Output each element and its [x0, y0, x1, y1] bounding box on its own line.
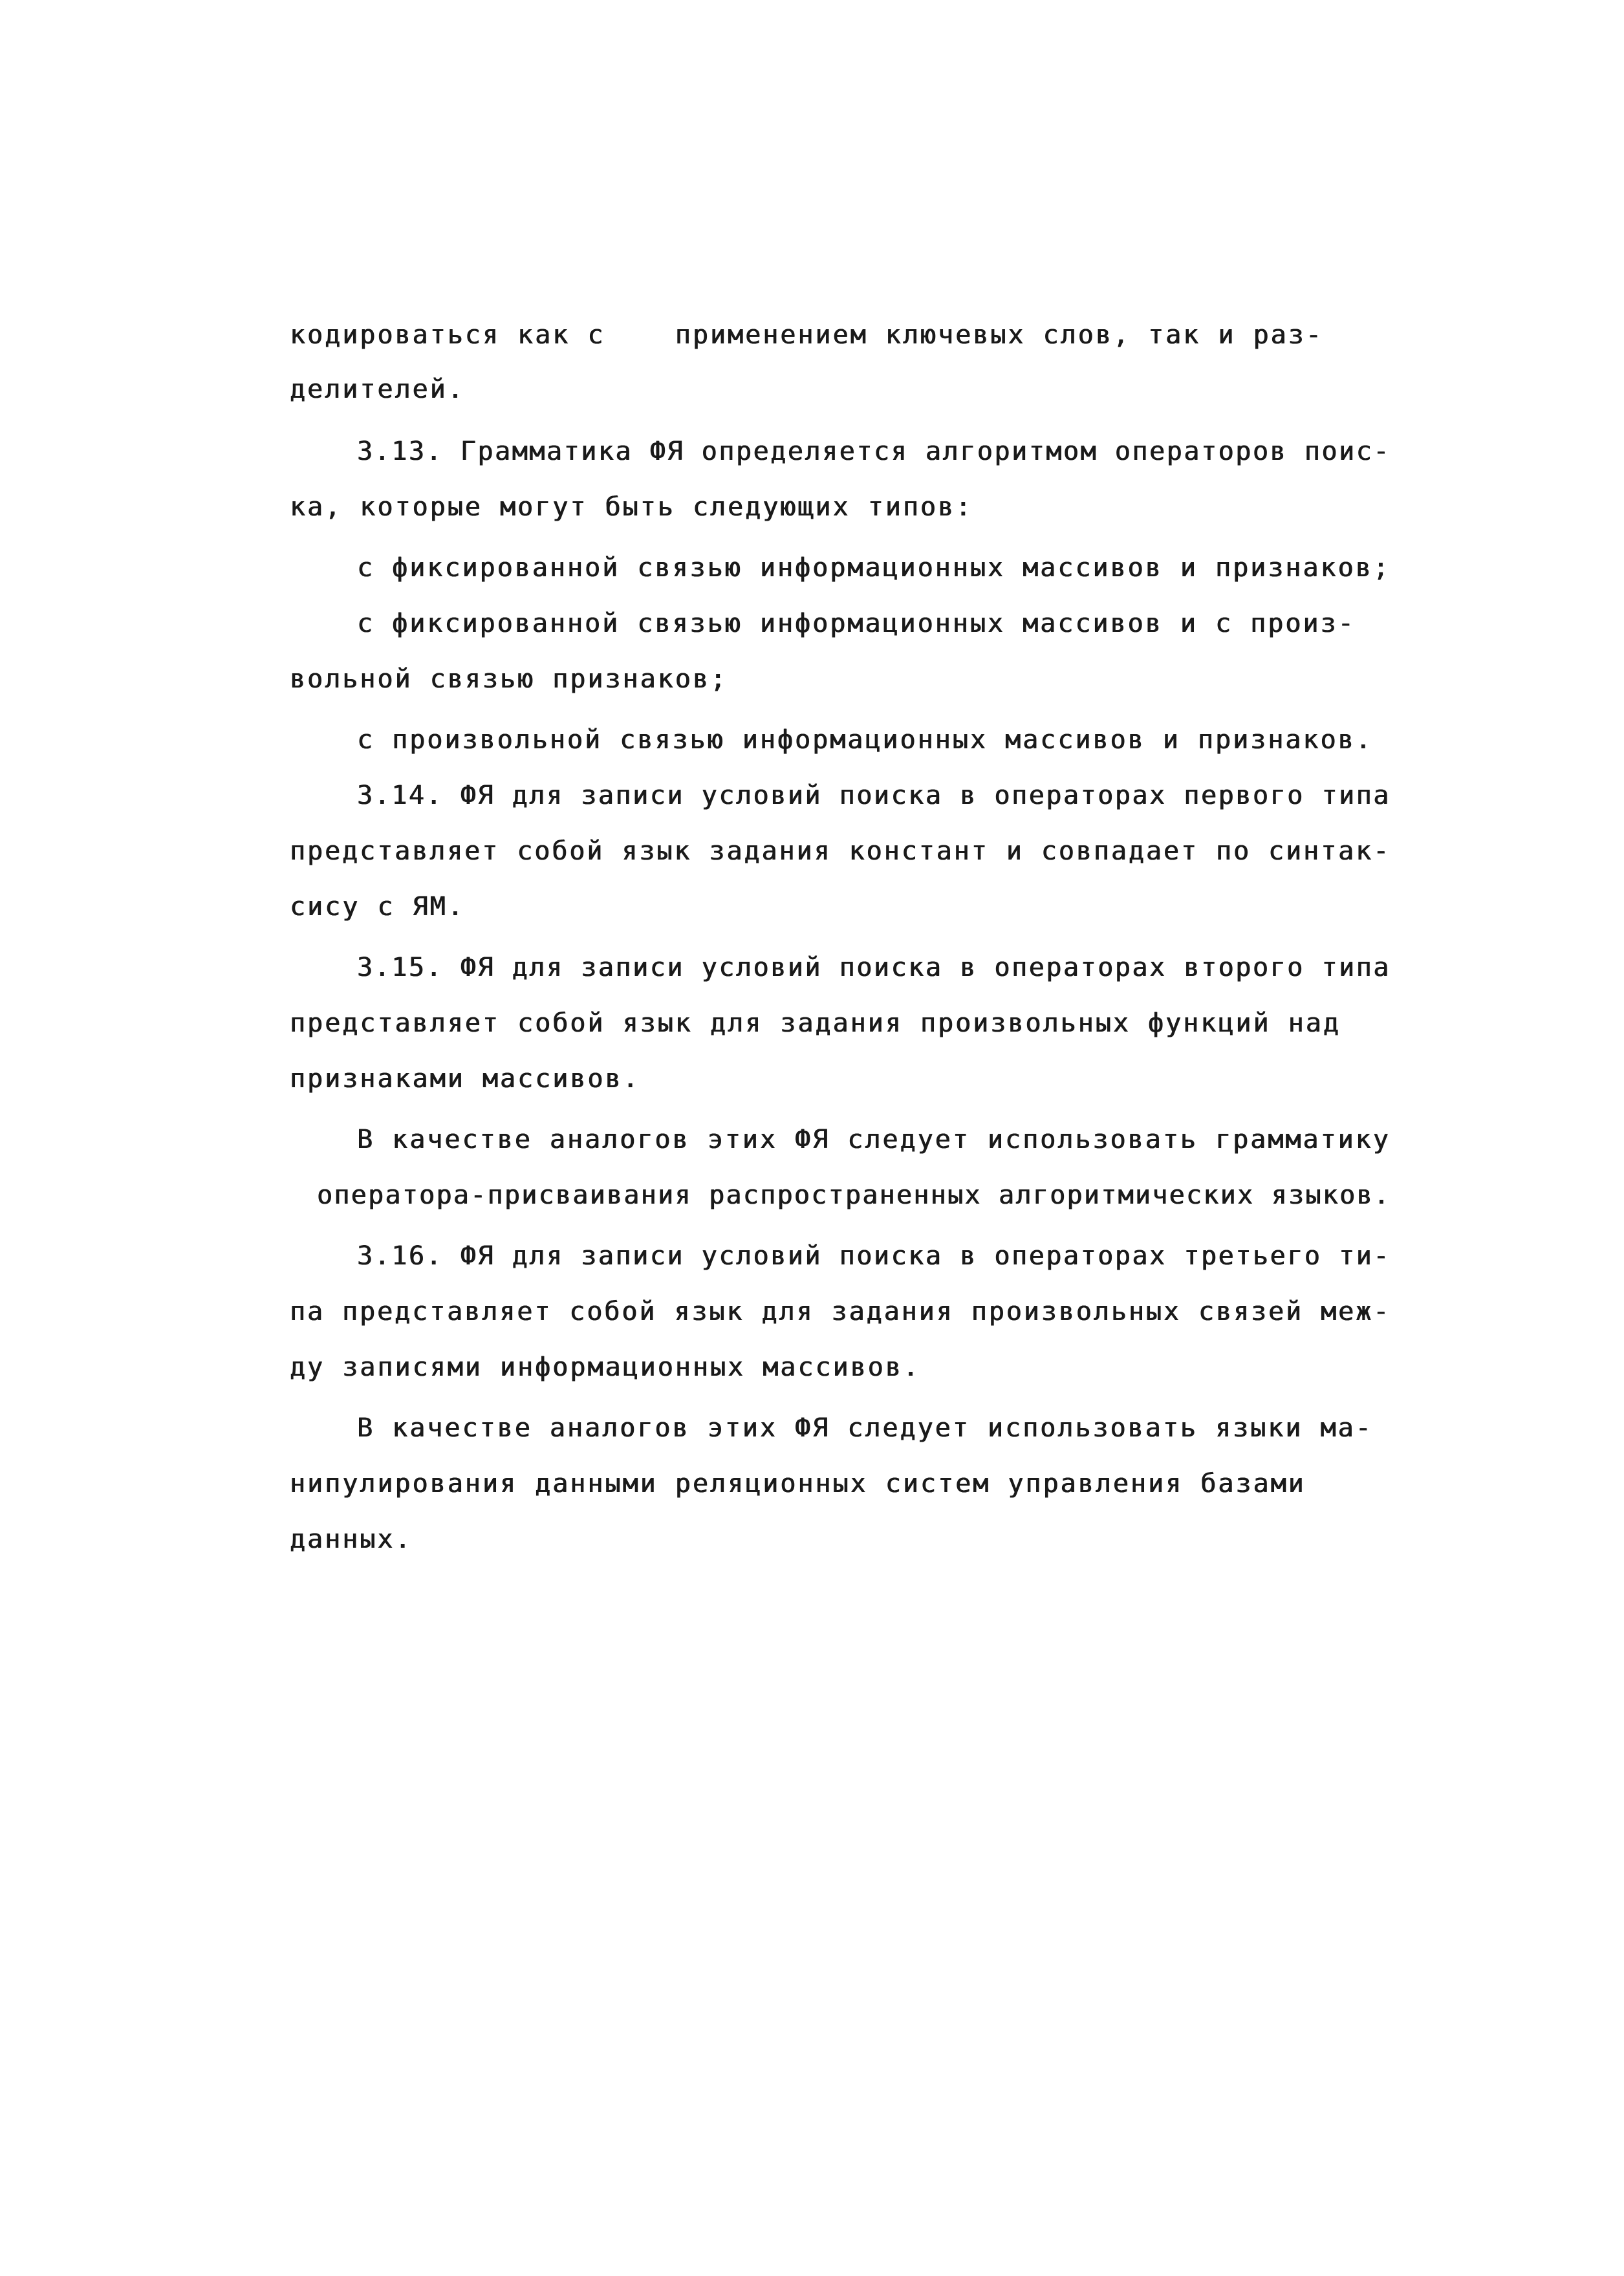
text-line: оператора-присваивания распространенных алгоритмических языков. [317, 1180, 1391, 1210]
text-line: ка, которые могут быть следующих типов: [290, 492, 973, 522]
text-line: представляет собой язык задания констант и совпадает по синтак- [290, 836, 1391, 866]
text-line: ду записями информационных массивов. [290, 1352, 920, 1382]
text-line: с произвольной связью информационных массивов и признаков. [357, 725, 1373, 755]
text-line: с фиксированной связью информационных массивов и признаков; [357, 553, 1391, 583]
text-line: нипулирования данными реляционных систем управления базами [290, 1469, 1306, 1499]
text-line: данных. [290, 1524, 413, 1554]
text-line: па представляет собой язык для задания произвольных связей меж- [290, 1297, 1391, 1327]
text-line: представляет собой язык для задания произвольных функций над [290, 1008, 1341, 1038]
text-line: 3.15. ФЯ для записи условий поиска в операторах второго типа [357, 953, 1391, 982]
text-line: вольной связью признаков; [290, 664, 728, 694]
text-line: сису с ЯМ. [290, 892, 465, 922]
text-line: 3.13. Грамматика ФЯ определяется алгоритмом операторов поис- [357, 437, 1391, 466]
text-line: В качестве аналогов этих ФЯ следует использовать грамматику [357, 1125, 1391, 1154]
text-line: кодироваться как с применением ключевых слов, так и раз- [290, 320, 1323, 350]
text-line: признаками массивов. [290, 1064, 640, 1094]
text-line: 3.16. ФЯ для записи условий поиска в операторах третьего ти- [357, 1241, 1391, 1271]
text-line: В качестве аналогов этих ФЯ следует использовать языки ма- [357, 1413, 1373, 1443]
text-line: делителей. [290, 374, 465, 404]
text-line: 3.14. ФЯ для записи условий поиска в операторах первого типа [357, 781, 1391, 810]
text-line: с фиксированной связью информационных массивов и с произ- [357, 609, 1356, 638]
